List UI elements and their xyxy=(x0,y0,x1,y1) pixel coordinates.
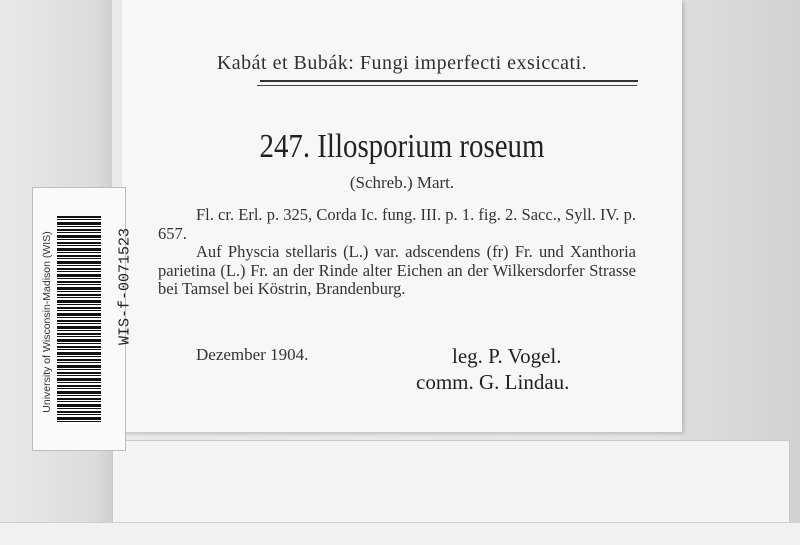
underlying-card xyxy=(112,440,790,534)
species-name: Illosporium roseum xyxy=(317,128,545,165)
species-authority: (Schreb.) Mart. xyxy=(349,173,455,192)
barcode xyxy=(57,216,101,424)
bottom-paper-strip xyxy=(0,522,800,545)
habitat-locality: Auf Physcia stellaris (L.) var. adscendens (fr) Fr. und Xanthoria parietina (L.) Fr. an der Rinde alter Eichen an der Wilkersdorfer Strasse bei Tamsel bei Köstrin, Brandenburg. xyxy=(158,242,636,298)
literature-references: Fl. cr. Erl. p. 325, Corda Ic. fung. III. p. 1. fig. 2. Sacc., Syll. IV. p. 657. xyxy=(158,205,636,243)
catalog-number: WIS-f-0071523 xyxy=(116,227,134,346)
collector: leg. P. Vogel. xyxy=(452,344,562,368)
specimen-label xyxy=(122,0,682,432)
header-rule-bottom xyxy=(257,85,637,86)
communicator: comm. G. Lindau. xyxy=(416,370,570,394)
specimen-number: 247. xyxy=(259,128,311,165)
series-header: Kabát et Bubák: Fungi imperfecti exsiccati. xyxy=(216,52,588,74)
specimen-title xyxy=(164,128,640,166)
barcode-label xyxy=(32,187,134,451)
label-body xyxy=(158,206,636,299)
institution-text: University of Wisconsin-Madison (WIS) xyxy=(41,231,53,413)
collection-date: Dezember 1904. xyxy=(196,345,309,364)
header-rule-top xyxy=(260,80,638,82)
